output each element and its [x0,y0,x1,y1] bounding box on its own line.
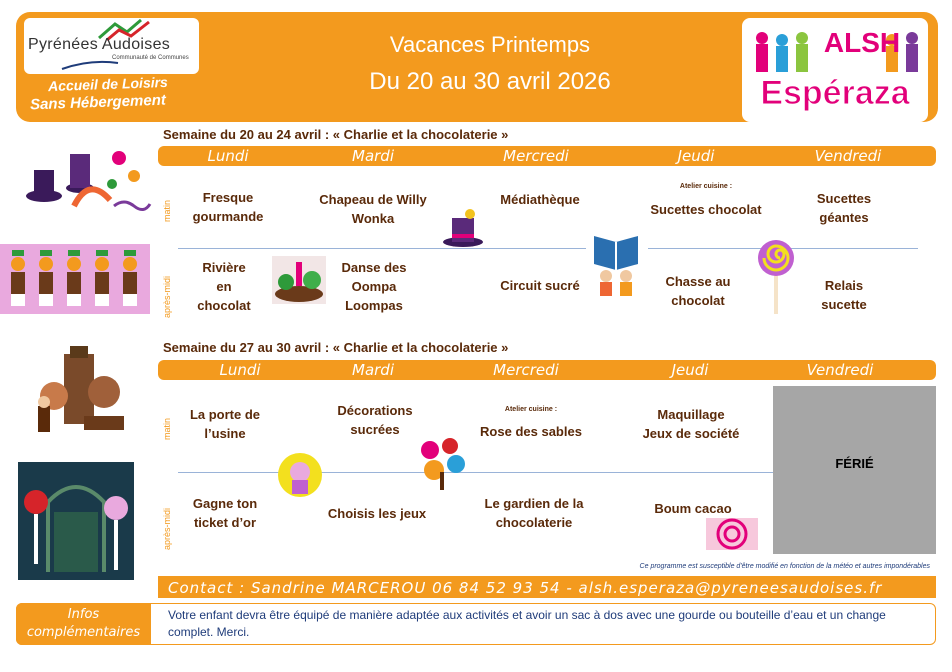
candy-hat-illustration-icon [14,136,152,216]
week1-morning-jeudi: Sucettes chocolat [650,202,762,217]
candy-bear-icon [276,452,324,498]
willy-wonka-hat-icon [440,206,486,248]
week1-afternoon-vendredi: Relais sucette [821,278,867,312]
logo-name: Pyrénées Audoises [28,36,171,53]
swirl-candy-icon [706,518,758,550]
week2-day-mardi: Mardi [352,361,394,379]
info-label-line2: complémentaires [26,625,141,640]
week2-morning-lundi: La porte de l’usine [189,407,261,441]
week1-afternoon-mardi: Danse des Oompa Loompas [341,260,407,313]
ferie-label: FÉRIÉ [835,456,874,471]
week1-morning-mardi: Chapeau de Willy Wonka [319,192,427,226]
week2-afternoon-jeudi: Boum cacao [654,501,732,516]
week2-day-lundi: Lundi [219,361,261,379]
week1-afternoon-jeudi: Chasse au chocolat [665,274,731,308]
info-text: Votre enfant devra être équipé de manière adaptée aux activités et avoir un sac à dos avec une gourde ou bouteille d’eau et un change complet. Merci. [168,608,886,639]
header-subtitle-line2: Sans Hébergement [29,91,167,114]
week2-morning-mercredi: Rose des sables [480,424,582,439]
info-label-line1: Infos [67,607,100,622]
lollipop-icon [752,236,800,316]
week1-afternoon-mercredi: Circuit sucré [500,278,580,293]
page-dates: Du 20 au 30 avril 2026 [369,68,611,95]
week1-day-mercredi: Mercredi [503,147,569,165]
week2-afternoon-lundi: Gagne ton ticket d’or [192,496,258,530]
header-subtitle-line1: Accueil de Loisirs [47,73,169,95]
week1-afternoon-lundi: Rivière en chocolat [197,260,251,313]
chocolate-river-icon [272,256,326,304]
week2-morning-jeudi: Maquillage Jeux de société [642,407,740,441]
logo-swoosh-icon [60,55,120,73]
week1-day-vendredi: Vendredi [814,147,882,165]
week1-morning-vendredi: Sucettes géantes [816,191,872,225]
week1-jeudi-atelier-note: Atelier cuisine : [679,183,733,190]
chocolate-factory-illustration-icon [24,346,134,436]
week2-title: Semaine du 27 au 30 avril : « Charlie et la chocolaterie » [163,340,509,355]
week1-divider-left [178,248,586,249]
contact-info: Contact : Sandrine MARCEROU 06 84 52 93 54 - alsh.esperaza@pyreneesaudoises.fr [168,579,883,597]
library-book-kids-icon [590,230,642,298]
week1-morning-label: matin [162,199,172,222]
disclaimer-note: Ce programme est susceptible d'être modifié en fonction de la météo et autres impondérables [639,563,930,570]
week2-day-header [158,360,936,380]
alsh-logo-bottom: Espéraza [760,74,910,112]
week1-morning-mercredi: Médiathèque [500,192,580,207]
week1-day-header [158,146,936,166]
week1-day-jeudi: Jeudi [677,147,715,165]
week2-mercredi-atelier-note: Atelier cuisine : [504,406,558,413]
candy-gate-illustration-icon [18,462,134,580]
week1-day-mardi: Mardi [352,147,394,165]
week2-afternoon-mardi: Choisis les jeux [327,506,427,521]
week2-morning-mardi: Décorations sucrées [337,403,413,437]
logo-subtitle: Communauté de Communes [112,55,189,61]
week2-afternoon-mercredi: Le gardien de la chocolaterie [484,496,584,530]
week2-afternoon-label: après-midi [162,507,172,550]
alsh-esperaza-logo [742,18,928,122]
week2-day-mercredi: Mercredi [493,361,559,379]
week2-morning-label: matin [162,417,172,440]
week2-day-jeudi: Jeudi [671,361,709,379]
oompa-loompas-illustration-icon [0,244,150,314]
week1-afternoon-label: après-midi [162,275,172,318]
week2-day-vendredi: Vendredi [806,361,874,379]
sugar-decorations-icon [416,434,468,492]
week2-divider [178,472,773,473]
page-title: Vacances Printemps [389,32,591,57]
alsh-logo-top: ALSH [823,27,901,58]
week1-title: Semaine du 20 au 24 avril : « Charlie et la chocolaterie » [163,127,509,142]
week1-day-lundi: Lundi [207,147,249,165]
week1-morning-lundi: Fresque gourmande [192,190,264,224]
